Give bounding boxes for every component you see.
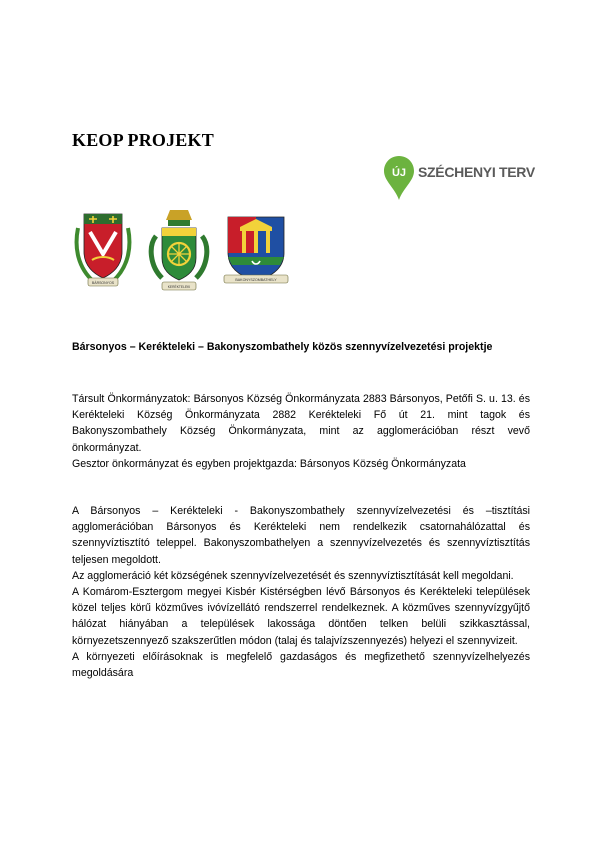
bakonyszombathely-crest — [220, 213, 292, 287]
barsonyos-crest — [72, 208, 134, 290]
logo-text: SZÉCHENYI TERV — [418, 164, 535, 180]
partners-section — [72, 391, 530, 472]
document-title: KEOP PROJEKT — [72, 130, 214, 150]
description-paragraph: A környezeti előírásoknak is megfelelő gazdaságos és megfizethető szennyvízelhelyezés megoldására — [72, 650, 530, 680]
description-paragraph: Az agglomeráció két községének szennyvízelvezetését és szennyvíztisztítását kell megoldani. — [72, 569, 514, 582]
description-paragraph: A Komárom-Esztergom megyei Kisbér Kistérségben lévő Bársonyos és Kerékteleki települések közel teljes körű közműves ivóvízellátó rendszerrel rendelkeznek. A közműves szennyvízgyűjtő hálózat hiányában a települések lakossága döntően telken belüli szikkasztással, környezetszennyező szakszerűtlen módon (talaj és talajvízszennyezés) helyezi el szennyvizeit. — [72, 586, 530, 647]
map-pin-icon — [383, 155, 415, 201]
description-paragraph: A Bársonyos – Kerékteleki - Bakonyszombathely szennyvízelvezetési és –tisztítási agglomerációban Bársonyos és Kerékteleki nem rendelkezik csatornahálózattal és szennyvíztisztító teleppel. Bakonyszombathelyen a szennyvízelvezetés és szennyvíztisztítás teljesen megoldott. — [72, 505, 530, 566]
szechenyi-terv-logo — [383, 155, 533, 201]
lead-partner-paragraph: Gesztor önkormányzat és egyben projektgazda: Bársonyos Község Önkormányzata — [72, 457, 466, 470]
project-subtitle: Bársonyos – Kerékteleki – Bakonyszombathely közös szennyvízelvezetési projektje — [72, 341, 493, 353]
crest-ribbon-text: KERÉKTELEKI — [167, 285, 191, 289]
svg-text:ÚJ: ÚJ — [391, 167, 407, 179]
description-section — [72, 503, 530, 681]
crest-ribbon-text: BÁRSONYOS — [91, 281, 115, 285]
partners-paragraph: Társult Önkormányzatok: Bársonyos Község Önkormányzata 2883 Bársonyos, Petőfi S. u. 13. és Kerékteleki Község Önkormányzata 2882 Kerékteleki Fő út 21. mint tagok és Bakonyszombathely Község Önkormányzata, mint az agglomerációban részt vevő önkormányzat. — [72, 393, 530, 454]
kerekteleki-crest — [148, 206, 210, 294]
crest-ribbon-text: BAKONYSZOMBATHELY — [235, 278, 277, 282]
